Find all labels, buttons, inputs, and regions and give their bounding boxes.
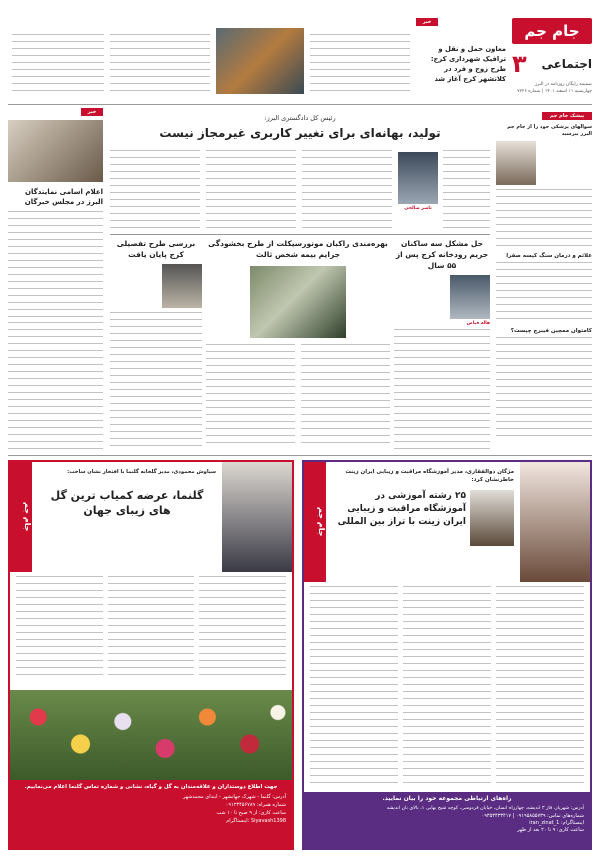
logo: جام جم [512,18,592,44]
divider-3 [8,455,592,456]
ad-left-text-2 [108,576,195,680]
top-news-kicker: خبر [416,18,438,26]
date-line: چهارشنبه ۱۱ اسفند ۱۴۰۱ | شماره ۷۲۲۶ [517,89,592,94]
top-news-text-3 [12,34,104,96]
side-column [496,112,592,442]
feature-photo [398,152,438,204]
ad-left-portrait [222,462,292,572]
story-2-photo [250,266,346,338]
ad-right-kicker: مژگان ذوالفقاری، مدیر آموزشگاه مراقبت و زیبایی ایران زینت خاطرنشان کرد: [345,469,514,483]
ad-left-flowers-photo [10,690,292,780]
left-news-text [8,211,103,321]
ad-left-text-3 [16,576,103,680]
side-text-2 [496,262,592,324]
top-news-photo [216,28,304,94]
ad-left-footer-title: جهت اطلاع دوستداران و علاقه‌مندان به گل و گیاه، نشانی و شماره تماس گلنما اعلام می‌نماییم. [24,784,278,790]
divider [8,104,592,105]
feature-text-3 [302,150,392,230]
ad-right-footer [304,792,590,848]
ad-right [302,460,592,850]
top-news-text [310,34,410,96]
story-2-text-2 [206,344,295,444]
side-question: علائم و درمان سنگ کیسه صفرا [506,253,592,259]
ad-left-footer [10,780,292,848]
ad-left-hours: ساعت کاری: از ۹ صبح تا ۱۰ شب [216,810,286,816]
ad-right-headline: ۲۵ رشته آموزشی در آموزشگاه مراقبت و زیبایی ایران زینت با تراز بین المللی [337,491,466,527]
ad-left-address: آدرس: گلنما - شهرک جهانشهر - ابتدای محمدشهر [183,794,286,800]
ad-right-text-3 [310,586,398,786]
ad-right-logo-band: جام جم [304,462,326,582]
side-tag: پیشک جام جم [542,112,592,120]
side-photo [496,141,536,185]
ad-right-student-photo [470,490,514,546]
ad-right-footer-title: راه‌های ارتباطی مجموعه خود را بیان نمایید. [382,795,512,802]
story-top-byline: ناصر صالحی [404,206,432,211]
ad-left-phone: شماره همراه: ۰۹۱۲۳۴۵۶۷۸۹ [225,802,286,808]
story-2-headline: بهره‌مندی راکبان موتورسیکلت از طرح بخشودگی جرایم بیمه شخص ثالث [208,239,388,259]
masthead-subtitle: ضمیمه رایگان روزنامه در البرز [534,82,592,87]
story-1-byline: هاله فیاض [466,321,490,326]
ad-right-text-1 [496,586,584,786]
left-news-headline: اعلام اسامی نمایندگان البرز در مجلس خبرگان [24,188,103,206]
feature-text-1 [110,150,200,230]
story-3-headline: بررسی طرح تفصیلی کرج پایان یافت [116,239,196,259]
left-news-text-continued [8,322,103,450]
ad-right-hours: ساعت کاری: ۹ تا ۲۰ بعد از ظهر [517,827,584,833]
story-1-text [394,329,490,459]
left-news [8,108,103,318]
story-2-text-1 [301,344,390,444]
feature-headline: تولید، بهانه‌ای برای تغییر کاربری غیرمجاز نیست [159,126,441,140]
top-news-text-2 [110,34,210,96]
story-top-byline-box [398,206,438,211]
ad-left-headline: گلنما، عرضه کمیاب ترین گل های زیبای جهان [50,489,204,517]
feature-text-4 [443,150,490,230]
story-3-text [110,312,202,452]
top-news [416,18,506,98]
ad-right-address: آدرس: شهریار، فاز ۳ اندیشه، چهارراه انسان، خیابان فردوسی، کوچه شیخ بهایی ۱، بالای نان اندیشه [386,806,584,811]
left-news-label: خبر [81,108,103,116]
story-3 [110,238,202,448]
divider-2 [110,234,490,235]
ad-left [8,460,294,850]
masthead [512,18,592,106]
side-kicker: سوالهای پزشکی خود را از جام جم البرز بپرسید [507,124,592,137]
story-3-photo [162,264,202,308]
ad-right-instagram: اینستاگرام: iran_zinat_1 [529,820,584,826]
side-sub: کامتوان ممچین فیبرچ چیست؟ [510,328,592,334]
story-1 [394,238,490,448]
ad-left-kicker: سیاوش محمودی، مدیر گلخانه گلنما با افتخار نشان ساخت: [67,469,216,475]
ad-right-phones: شماره‌های تماس: ۰۹۱۹۵۸۵۵۷۳۹ | ۰۹۳۵۳۴۳۳۴۱۷ [481,813,584,819]
ad-left-logo-band: جام جم [10,462,32,572]
page-number: ۳ [512,50,527,78]
feature-kicker: رئیس کل دادگستری البرز: [264,114,336,122]
ad-left-instagram: Siyavash1398 :اینستاگرام [226,818,286,824]
feature-text-2 [206,150,296,230]
story-2 [206,238,390,448]
side-text-3 [496,337,592,437]
story-1-headline: حل مشکل سه ساکنان حریم رودخانه کرج پس از ۵۵ سال [395,239,489,270]
side-text [496,189,592,249]
section-title: اجتماعی [541,57,592,71]
ad-right-text-2 [403,586,491,786]
story-1-photo [450,275,490,319]
ad-right-portrait [520,462,590,582]
left-news-photo [8,120,103,182]
ad-left-text-1 [199,576,286,680]
top-news-headline: معاون حمل و نقل و ترافیک شهرداری کرج: طرح زوج و فرد در کلانشهر کرج آغاز شد [430,45,506,83]
